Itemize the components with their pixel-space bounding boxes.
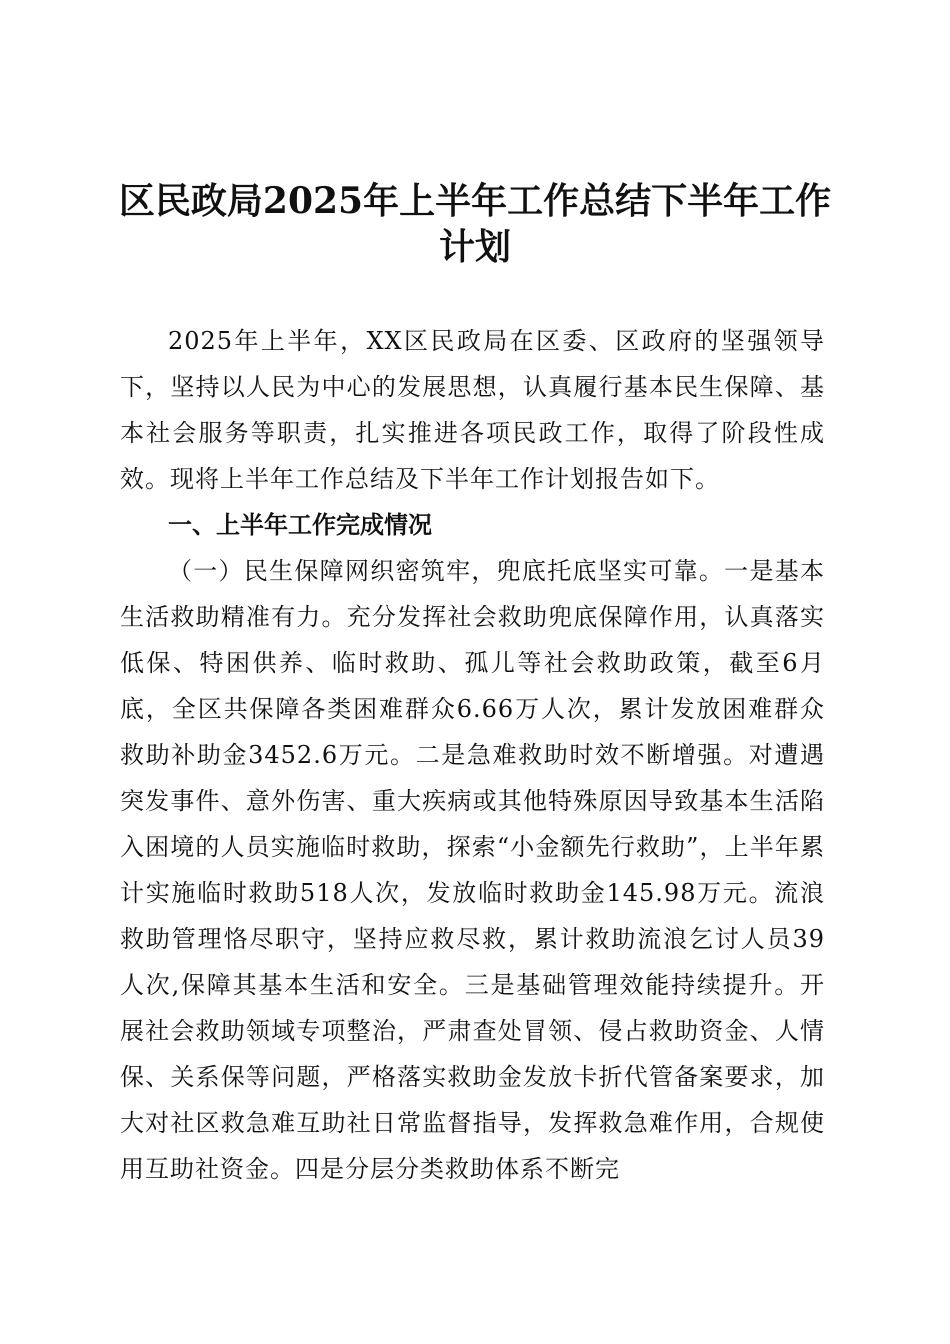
intro-paragraph: 2025年上半年，XX区民政局在区委、区政府的坚强领导下，坚持以人民为中心的发展思想，认真履行基本民生保障、基本社会服务等职责，扎实推进各项民政工作，取得了阶段性成效。现将上半年工作总结及下半年工作计划报告如下。 xyxy=(120,327,825,493)
subsection-paragraph: （一）民生保障网织密筑牢，兜底托底坚实可靠。一是基本生活救助精准有力。充分发挥社会救助兜底保障作用，认真落实低保、特困供养、临时救助、孤儿等社会救助政策，截至6月底，全区共保障各类困难群众6.66万人次，累计发放困难群众救助补助金3452.6万元。二是急难救助时效不断增强。对遭遇突发事件、意外伤害、重大疾病或其他特殊原因导致基本生活陷入困境的人员实施临时救助，探索“小金额先行救助”，上半年累计实施临时救助518人次，发放临时救助金145.98万元。流浪救助管理恪尽职守，坚持应救尽救，累计救助流浪乞讨人员39人次,保障其基本生活和安全。三是基础管理效能持续提升。开展社会救助领域专项整治，严肃查处冒领、侵占救助资金、人情保、关系保等问题，严格落实救助金发放卡折代管备案要求，加大对社区救急难互助社日常监督指导，发挥救急难作用，合规使用互助社资金。四是分层分类救助体系不断完 xyxy=(120,557,825,1183)
section-heading: 一、上半年工作完成情况 xyxy=(168,511,432,539)
document-title: 区民政局2025年上半年工作总结下半年工作计划 xyxy=(118,180,832,268)
document-body xyxy=(120,318,825,1192)
